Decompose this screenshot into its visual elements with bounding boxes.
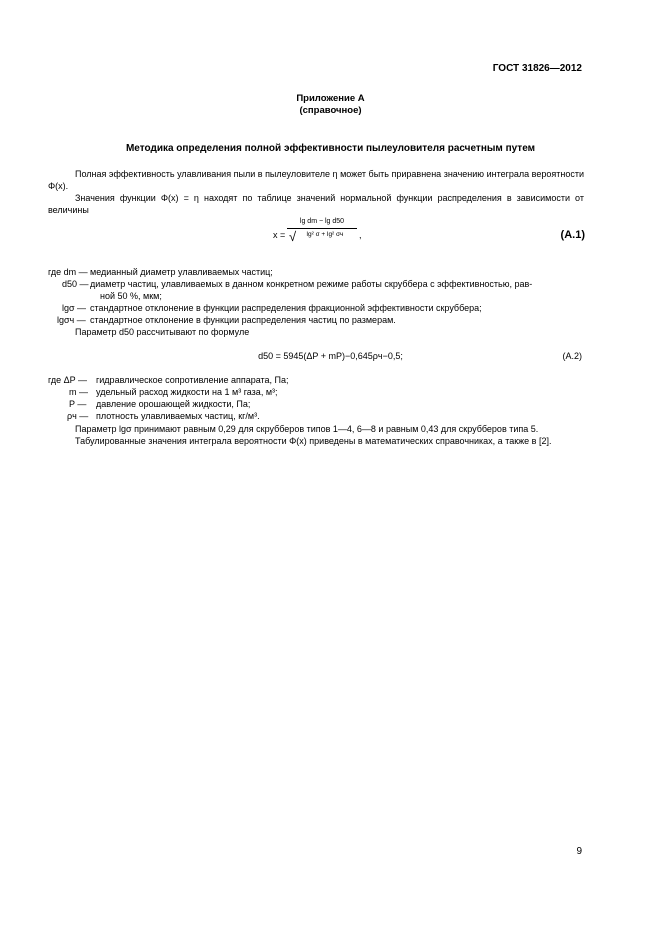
definition-row (48, 410, 588, 422)
definition-symbol: d50 — (62, 279, 89, 289)
definition-text: ной 50 %, мкм; (100, 291, 162, 301)
fraction-bar (287, 228, 357, 229)
definition-text: медианный диаметр улавливаемых частиц; (90, 267, 273, 277)
definition-symbol: где ΔP — (48, 375, 87, 385)
definition-row (48, 398, 588, 410)
section-title: Методика определения полной эффективности пылеуловителя расчетным путем (125, 143, 536, 154)
definition-row (48, 386, 588, 398)
definition-row (48, 302, 588, 314)
annex-title: Приложение А (296, 93, 365, 104)
definition-row (48, 290, 588, 302)
definition-row (48, 266, 588, 278)
page-number: 9 (576, 846, 582, 857)
equation-number-a1: (A.1) (560, 229, 585, 241)
definition-text: удельный расход жидкости на 1 м³ газа, м³; (96, 387, 278, 397)
definition-symbol: ρч — (67, 411, 89, 421)
definition-text: плотность улавливаемых частиц, кг/м³. (96, 411, 260, 421)
annex-subtitle: (справочное) (299, 105, 362, 116)
paragraph-4: Табулированные значения интеграла вероятности Φ(x) приведены в математических справочниках, а также в [2]. (75, 436, 552, 446)
definition-text: гидравлическое сопротивление аппарата, Па; (96, 375, 289, 385)
formula-a1-fraction (287, 217, 357, 240)
intro-text (48, 168, 584, 216)
formula-a1-tail: , (359, 230, 362, 240)
definition-text: стандартное отклонение в функции распределения фракционной эффективности скруббера; (90, 303, 482, 313)
definition-symbol: m — (69, 387, 88, 397)
definition-symbol: где dm — (48, 267, 88, 277)
definitions-a1 (48, 266, 588, 338)
formula-a1-numerator: lg dm − lg d50 (299, 218, 345, 225)
formula-a1 (275, 217, 385, 253)
document-header: ГОСТ 31826—2012 (492, 63, 582, 74)
paragraph-3: Параметр lgσ принимают равным 0,29 для скрубберов типов 1—4, 6—8 и равным 0,43 для скрубберов типа 5. (75, 424, 539, 434)
closing-text (48, 423, 584, 447)
param-intro: Параметр d50 рассчитывают по формуле (75, 327, 250, 337)
definitions-a2 (48, 374, 588, 422)
formula-a1-lhs: x = (273, 230, 286, 240)
definition-row (48, 314, 588, 326)
definition-symbol: P — (69, 399, 87, 409)
definition-row (48, 278, 588, 290)
definition-text: давление орошающей жидкости, Па; (96, 399, 251, 409)
annex-heading (0, 93, 661, 117)
paragraph-1: Полная эффективность улавливания пыли в пылеуловителе η может быть приравнена значению интеграла вероятности Φ(x). (48, 169, 584, 191)
sqrt-icon: √ (289, 229, 297, 244)
definition-row (48, 374, 588, 386)
definition-row (48, 326, 588, 338)
definition-text: диаметр частиц, улавливаемых в данном конкретном режиме работы скруббера с эффективностью, рав- (90, 279, 533, 289)
definition-symbol: lgσч — (57, 315, 86, 325)
formula-a1-denominator: lg² σ + lg² σч (306, 231, 344, 238)
definition-symbol: lgσ — (62, 303, 87, 313)
definition-text: стандартное отклонение в функции распределения частиц по размерам. (90, 315, 396, 325)
equation-number-a2: (A.2) (562, 351, 582, 361)
paragraph-2: Значения функции Φ(x) = η находят по таблице значений нормальной функции распределения в зависимости от величины (48, 193, 584, 215)
formula-a2: d50 = 5945(ΔP + mP)−0,645ρч−0,5; (258, 351, 403, 361)
